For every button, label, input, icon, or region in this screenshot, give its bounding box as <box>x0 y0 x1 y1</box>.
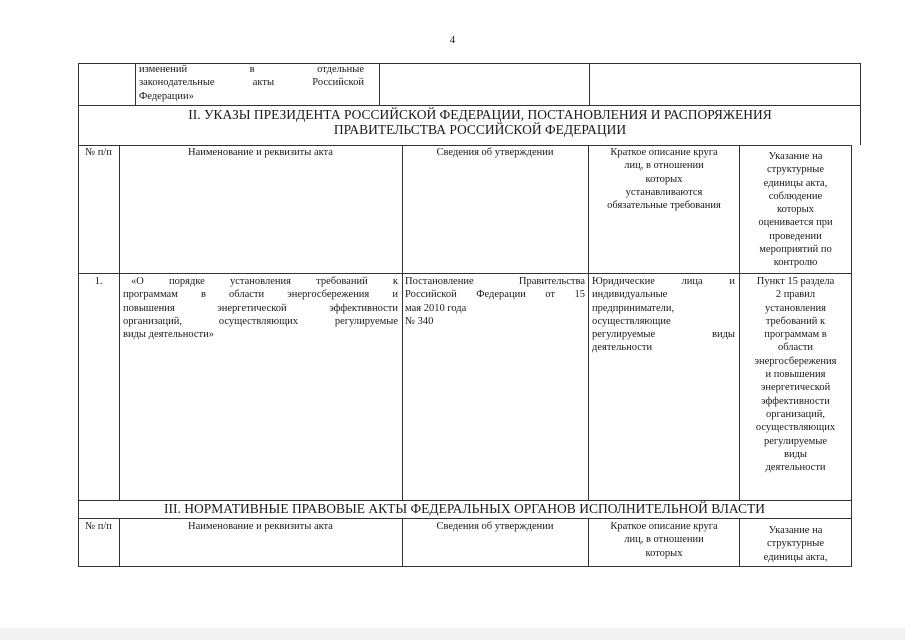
text-line: законодательные акты Российской <box>139 77 364 89</box>
text-line: эффективности <box>761 395 830 407</box>
text-line: Краткое описание круга <box>610 147 718 158</box>
border <box>78 105 861 106</box>
text-line: лиц, в отношении <box>624 160 704 172</box>
border <box>78 518 852 519</box>
text-line: мероприятий по <box>759 244 832 256</box>
header-approval: Сведения об утверждении <box>436 521 554 532</box>
text-line: «О порядке установления требований к <box>131 276 398 287</box>
text-line: Федерации» <box>139 90 194 102</box>
header-approval: Сведения об утверждении <box>436 147 554 158</box>
scan-edge <box>0 628 905 640</box>
text-line: единицы акта, <box>763 551 828 563</box>
border <box>78 273 852 274</box>
border <box>402 145 403 500</box>
text-line: проведении <box>769 230 822 242</box>
text-line: виды <box>784 448 807 460</box>
text-line: Юридические лица и <box>592 276 735 287</box>
text-line: структурные <box>767 538 824 550</box>
text-line: которых <box>777 204 814 216</box>
text-line: деятельности <box>592 342 653 354</box>
border <box>851 500 852 518</box>
border <box>78 105 79 145</box>
text-line: мая 2010 года <box>405 302 467 314</box>
border <box>78 566 852 567</box>
header-persons <box>589 146 739 212</box>
section-title: III. НОРМАТИВНЫЕ ПРАВОВЫЕ АКТЫ ФЕДЕРАЛЬНЫХ ОРГАНОВ ИСПОЛНИТЕЛЬНОЙ ВЛАСТИ <box>163 501 765 516</box>
section-title-line: ПРАВИТЕЛЬСТВА РОССИЙСКОЙ ФЕДЕРАЦИИ <box>333 122 627 137</box>
text-line: Краткое описание круга <box>610 521 718 532</box>
text-line: программам в области энергосбережения и <box>123 289 398 301</box>
text-line: Российской Федерации от 15 <box>405 289 585 301</box>
section-title-line: II. УКАЗЫ ПРЕЗИДЕНТА РОССИЙСКОЙ ФЕДЕРАЦИИ, ПОСТАНОВЛЕНИЯ И РАСПОРЯЖЕНИЯ <box>188 107 772 122</box>
header-name: Наименование и реквизиты акта <box>188 147 333 158</box>
border <box>119 145 120 500</box>
text-line: энергосбережения <box>754 355 837 367</box>
text-line: Постановление Правительства <box>405 276 585 287</box>
border <box>860 105 861 145</box>
header-persons <box>589 520 739 560</box>
text-line: № 340 <box>405 315 434 327</box>
text-line: регулируемые <box>763 435 828 447</box>
text-line: лиц, в отношении <box>624 534 704 546</box>
text-line: изменений в отдельные <box>139 64 364 75</box>
text-line: энергетической <box>760 382 831 394</box>
text-line: которых <box>645 173 683 185</box>
header-name: Наименование и реквизиты акта <box>188 521 333 532</box>
approval-cell <box>405 275 585 328</box>
border <box>78 63 79 105</box>
text-line: деятельности <box>765 462 826 474</box>
text-line: которых <box>645 547 683 559</box>
text-line: виды деятельности» <box>123 329 214 341</box>
section-title <box>100 107 860 137</box>
text-line: осуществляющие <box>592 315 671 327</box>
persons-cell <box>592 275 735 355</box>
text-line: 2 правил <box>775 289 816 301</box>
text-line: программам в <box>764 329 827 341</box>
header-units <box>740 524 851 564</box>
text-line: организаций, осуществляющих регулируемые <box>123 315 398 327</box>
border <box>379 63 380 105</box>
border <box>860 63 861 105</box>
text-line: Указание на <box>768 151 823 162</box>
text-line: организаций, <box>766 408 825 420</box>
text-line: регулируемые виды <box>592 329 735 341</box>
text-line: повышения энергетической эффективности <box>123 302 398 314</box>
text-line: обязательные требования <box>607 200 721 212</box>
page-number: 4 <box>449 34 456 46</box>
border <box>589 63 590 105</box>
header-num: № п/п <box>85 521 112 532</box>
text-line: установления <box>765 302 826 314</box>
border <box>78 145 79 500</box>
text-line: контролю <box>773 257 818 269</box>
text-line: единицы акта, <box>763 177 828 189</box>
header-num: № п/п <box>85 147 112 158</box>
text-line: требований к <box>765 315 826 327</box>
units-cell <box>740 275 851 474</box>
continuation-cell <box>139 63 364 103</box>
text-line: и повышения <box>765 369 826 381</box>
border <box>851 518 852 566</box>
border <box>135 63 136 105</box>
text-line: индивидуальные <box>592 289 668 301</box>
text-line: предприниматели, <box>592 302 675 314</box>
text-line: устанавливаются <box>625 186 703 198</box>
text-line: соблюдение <box>768 190 823 202</box>
text-line: оценивается при <box>758 217 833 229</box>
row-num: 1. <box>94 276 103 287</box>
text-line: области <box>777 342 814 354</box>
text-line: Указание на <box>768 525 823 536</box>
text-line: Пункт 15 раздела <box>756 276 835 287</box>
text-line: осуществляющих <box>755 422 836 434</box>
border <box>851 145 852 500</box>
text-line: структурные <box>767 164 824 176</box>
header-units <box>740 150 851 270</box>
act-name-cell <box>123 275 398 341</box>
